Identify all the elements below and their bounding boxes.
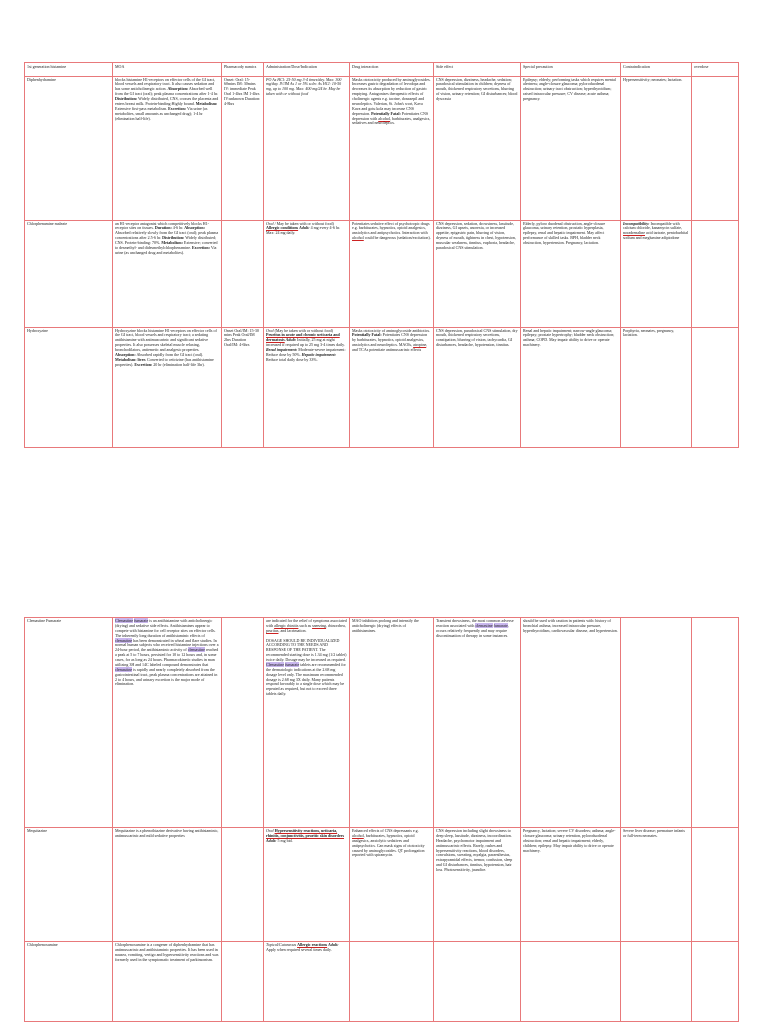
interaction-cell (350, 828, 434, 942)
text-segment: sneezing (312, 622, 327, 628)
text-segment: Pregnancy, lactation; severe CV disorders; asthma; angle-closure glaucoma; urinary retention, pyloroduodenal obstruction; renal and hepatic impairment; elderly, children; epilepsy. May impair ability to drive or operate machinery. (523, 828, 616, 853)
moa-cell (113, 220, 222, 327)
text-segment: Widely distributed; CNS. Protein-binding: 70%. (115, 235, 217, 245)
text-segment: Mequitazine is a phenothiazine derivative having antihistaminic, antimuscarinic and mild sedative properties (115, 828, 219, 838)
overdose-cell (692, 220, 739, 327)
pharmacodynamics-cell (222, 942, 264, 1022)
text-segment: MAO inhibitors prolong and intensify the anticholinergic (drying) effects of antihistamines. (352, 618, 419, 633)
text-segment: reached a peak at 5 to 7 hours, persisted for 10 to 12 hours and, in some cases, for as long as 24 hours. Pharmacokinetic studies in man utilizing 3H and 14C labeled compound demonstrates that (115, 647, 219, 667)
moa-cell (113, 76, 222, 220)
text-segment: is an antihistamine with anticholinergic (drying) and sedative side effects. Antihistamines appear to compete with histamine for cell receptor sites on effector cells. The inherently long duration of antihistaminic effects of (115, 618, 216, 638)
table-header-row (25, 63, 739, 77)
text-segment: , rhinorrhea, (326, 622, 346, 628)
side-effect-cell (434, 618, 521, 828)
interaction-cell (350, 327, 434, 447)
text-segment: fumarate (134, 618, 149, 623)
text-segment: Enhanced effects of CNS depressants e.g. (352, 828, 419, 833)
text-segment: fumarate (285, 661, 300, 667)
text-segment: Porphyria, neonates, pregnancy, lactation. (623, 327, 675, 338)
precaution-cell (521, 942, 621, 1022)
drug-table-bottom (24, 617, 739, 1022)
text-segment: clemastine (187, 647, 205, 653)
text-segment: Hypersensitivity; neonates; lactation. (623, 76, 683, 82)
table-row (25, 327, 739, 447)
text-segment: Via urine (as unchanged drug and metabolites). (115, 244, 217, 255)
text-segment: Hypersensitivity reactions, urticaria, rhinitis, conjunctivitis, pruritic skin disorders (266, 828, 345, 838)
text-segment: 20 hr (elimination half-life 3hr). (152, 361, 205, 367)
moa-cell (113, 828, 222, 942)
column-header: Contraindication (621, 63, 692, 77)
text-segment: alcohol (378, 115, 390, 121)
text-segment: Potentially Fatal: (371, 110, 401, 116)
moa-cell (113, 327, 222, 447)
text-segment: Potentiates CNS depression by barbiturates, hypnotics, opioid analgesics, anxiolytics and neuroleptics. MAOIs, (352, 332, 428, 348)
interaction-cell (350, 942, 434, 1022)
text-segment: Initially, 25 mg at night increased if required up to 25 mg 3-4 times daily. (266, 337, 345, 348)
text-segment: allergic rhinitis (274, 622, 299, 628)
text-segment: Potentiates sedative effect of psychotropic drugs e.g. barbiturates, hypnotics, opioid analgesics, anxiolytics and antipsychotics. Interaction with (352, 220, 430, 236)
text-segment: Adult: (266, 837, 277, 843)
pharmacodynamics-cell (222, 618, 264, 828)
text-segment: , occurs relatively frequently and may require discontinuation of therapy in some instances. (436, 622, 509, 638)
text-segment: Renal impairment: (266, 347, 298, 352)
text-segment: Distribution: (115, 96, 138, 101)
precaution-cell (521, 828, 621, 942)
text-segment: Masks ototoxicity produced by aminoglycosides. Increases gastric degradation of levodopa and decreases its absorption by reduction of gastric emptying. Antagonises therapeutic effects of cholinergic agents e.g. tacrine, donazepil and neuroleptics. Valerian, St. John's wort, Kava Kava and gotu kola may increase CNS depression. (352, 76, 431, 116)
text-segment: acid tartrate, pentobarbital sodium and meglumine adipiodone (623, 230, 689, 241)
text-segment: Topical/Cutaneous (266, 942, 297, 947)
drug-name-cell: Hydroxyzine (25, 327, 113, 447)
column-header: Administration/Dose/Indication (264, 63, 350, 77)
text-segment: could be dangerous (sedation/excitation). (363, 235, 431, 241)
side-effect-cell (434, 76, 521, 220)
text-segment: is rapidly and nearly completely absorbed from the gastrointestinal tract, peak plasma concentrations are attained in 2 to 4 hours, and urinary excretion is the major mode of elimination. (115, 666, 218, 687)
text-segment: Severe liver disease; premature infants or full-term neonates. (623, 828, 685, 838)
text-segment: Clemastine (266, 661, 284, 667)
text-segment: 5 mg bid. (276, 837, 293, 843)
pharmacodynamics-cell (222, 828, 264, 942)
text-segment: Potentially Fatal: (352, 332, 382, 338)
text-segment: should be used with caution in patients with: history of bronchial asthma, increased intraocular pressure, hyperthyroidism, cardiovascular disease, and hypertension. (523, 618, 618, 633)
text-segment: , and TCAs potentiate antimuscarinic effects (352, 342, 428, 352)
contraindication-cell (621, 76, 692, 220)
pharmacodynamics-cell (222, 327, 264, 447)
text-segment: Pruritus in acute and chronic urticaria and dermatosis (266, 332, 340, 343)
text-segment: Absorbed well from the GI tract (oral); peak plasma concentrations after 1-4 hr. (115, 86, 218, 97)
interaction-cell (350, 220, 434, 327)
text-segment: Absorption: (184, 225, 205, 231)
drug-name-cell: Chlorphenoxamine (25, 942, 113, 1022)
text-segment: an H1-receptor antagonist which competitively blocks H1-receptor sites on tissues. (115, 220, 209, 231)
text-segment: Onset: Oral: 15-60mins IM: 30mins IV: immediate Peak Oral 1-4hrs IM 1-4hrs IV:unknown Duration: 4-8hrs (224, 76, 261, 106)
text-segment: CNS depression including slight drowsiness to deep sleep, lassitude, dizziness, incoordination. Headache, psychomotor impairment and antimuscarinic effects. Rarely, rashes and hypersensitivity reactions, blood disorders, convulsions, sweating, myalgia, paraesthesias, extrapyramidal effects, tremor, confusion, sleep and GI disturbances, tinnitus, hypotension, hair loss. Photosensitivity, jaundice. (436, 828, 513, 872)
text-segment: Moderate-severe impairment: Reduce dose by 50%. (266, 347, 346, 357)
overdose-cell (692, 942, 739, 1022)
text-segment: CNS depression, sedation, drowsiness, lassitude, dizziness, GI upsets, anorexia, or increased appetite, epigastric pain, blurring of vision, dryness of mouth, tightness in chest, hypotension, muscular weakness, tinnitus, euphoria, headache, paradoxical CNS stimulation. (436, 220, 516, 250)
text-segment: atropine (413, 342, 427, 348)
pharmacodynamics-cell (222, 76, 264, 220)
text-segment: Onset Oral/IM: 15-30 mins Peak Oral/IM 2hrs Duration Oral/IM: 4-6hrs (224, 327, 259, 348)
text-segment: has been demonstrated in wheal and flare studies. In normal human subjects who received histamine injections over a 24-hour period, the antihistaminic activity of (115, 637, 219, 653)
contraindication-cell (621, 327, 692, 447)
text-segment: alcohol (352, 832, 364, 838)
table-row (25, 828, 739, 942)
side-effect-cell (434, 828, 521, 942)
text-segment: Metabolism: (161, 240, 183, 245)
drug-table-top (24, 62, 739, 448)
text-segment: Oral (266, 220, 274, 226)
text-segment: Epilepsy; elderly; performing tasks which requires mental alertness; angle-closure glaucoma; pyloroduodenal obstruction; urinary tract obstruction; hyperthyroidism; raised intraocular pressure; CV disease; acute asthma; pregnancy. (523, 76, 616, 101)
text-segment: Hepatic impairment: (301, 351, 337, 357)
precaution-cell (521, 327, 621, 447)
column-header: Side effect (434, 63, 521, 77)
text-segment: Distribution: (162, 235, 185, 241)
text-segment: clemastine (115, 666, 133, 672)
text-segment: Adult: (299, 225, 310, 231)
text-segment: CNS depression, dizziness, headache, sedation; paradoxical stimulation in children; dryness of mouth, thickened respiratory secretions, blurring of vision, urinary retention; GI disturbances; blood dyscrasia (436, 76, 518, 101)
text-segment: Extensive first-pass metabolism. (115, 105, 169, 111)
dose-cell (264, 942, 350, 1022)
table-row (25, 618, 739, 828)
overdose-cell (692, 76, 739, 220)
text-segment: Excretion: (168, 105, 187, 111)
text-segment: Potentiates CNS depression with (352, 110, 429, 121)
text-segment: Renal and hepatic impairment; narrow-angle glaucoma; epilepsy; prostate hypertrophy; bladder neck obstruction; asthma; COPD. May impair ability to drive or operate machinery. (523, 327, 615, 348)
text-segment: 4 mg every 4-6 hr. Max: 24 mg daily. (266, 225, 340, 236)
pharmacodynamics-cell (222, 220, 264, 327)
text-segment: Absorbed relatively slowly from the GI tract (oral); peak plasma concentrations after 2.5-6 hr. (115, 230, 219, 241)
contraindication-cell (621, 618, 692, 828)
text-segment: Masks ototoxicity of aminoglycoside antibiotics. (352, 327, 431, 333)
contraindication-cell (621, 220, 692, 327)
text-segment: Adult: (285, 337, 297, 343)
text-segment: / May be taken with or without food) (273, 220, 334, 226)
text-segment: Via urine (as metabolites, small amounts as unchanged drug); 1-4 hr (elimination half-life). (115, 105, 208, 121)
text-segment: Clemastine (115, 618, 133, 623)
table-row (25, 76, 739, 220)
text-segment: tablets are recommended for the dermatologic indications at the 2.68 mg dosage level only. The maximum recommended dosage is 2.68 mg 3X daily. Many patients respond favorably to a single dose which may be repeated as required, but not to exceed three tablets daily. (266, 661, 346, 697)
table-row (25, 220, 739, 327)
text-segment: Converted to cetirizine (has antihistamine properties). (115, 356, 214, 367)
column-header: Special precaution (521, 63, 621, 77)
drug-name-cell: Diphenhydramine (25, 76, 113, 220)
overdose-cell (692, 828, 739, 942)
text-segment: CNS depression, paradoxical CNS stimulation, dry mouth, thickened respiratory secretions, constipation, blurring of vision, tachycardia, GI disturbances, headache, hypotension, tinnitus. (436, 327, 518, 348)
text-segment: Apply when required several times daily. (266, 946, 332, 952)
text-segment: Adult: (328, 942, 339, 947)
dose-cell (264, 220, 350, 327)
text-segment: Chlorphenoxamine is a congener of diphenhydramine that has antimuscarinic and antihistaminic properties. It has been used in nausea, vomiting, vertigo and hypersensitivity reactions and was formerly used in the symptomatic treatment of parkinsonism. (115, 942, 219, 962)
text-segment: Extensive; converted to desmethyl- and didesmethylchlorphenamine. (115, 240, 218, 250)
text-segment: Widely distributed, CNS, crosses the placenta and enters breast milk. Protein-binding:Highly bound. (115, 96, 219, 106)
column-header: 1st generation histamine (25, 63, 113, 77)
text-segment: noradrenaline (623, 230, 645, 236)
dose-cell (264, 76, 350, 220)
text-segment: such as (298, 622, 313, 628)
text-segment: Absorption: (167, 86, 189, 92)
table-row (25, 942, 739, 1022)
text-segment: (May be taken with or without food) (273, 327, 333, 333)
text-segment: Allergic reactions (297, 942, 328, 947)
text-segment: blocks histamine H1-receptors on effector cells of the GI tract, blood vessels and respiratory tract. It also causes sedation and has some anticholinergic action. (115, 76, 216, 92)
text-segment: Incompatibility: (623, 220, 650, 226)
contraindication-cell (621, 828, 692, 942)
drug-name-cell: Mequitazine (25, 828, 113, 942)
text-segment: Hydroxyzine blocks histamine H1-receptors on effector cells of the GI tract, blood vessels and respiratory tract; a sedating antihistamine with antimuscarinic and significant sedative properties. It also possesses skeletal muscle relaxing, bronchodilators, antiemetic and analgesic properties. (115, 327, 217, 352)
interaction-cell (350, 618, 434, 828)
text-segment: Excretion: (191, 244, 210, 250)
text-segment: clemastine (115, 637, 133, 643)
column-header: Drug interaction (350, 63, 434, 77)
text-segment: Oral (266, 327, 274, 333)
drug-name-cell: Chlorphenamine maleate (25, 220, 113, 327)
text-segment: PO As HCl: 25-50 mg 3-4 times/day. Max: 300 mg/day. IV/IM As 1 or 5% soln: As HCl: 10-50 mg, up to 100 mg. Max: 400 mg/24 hr. May be taken with or without food (266, 76, 342, 97)
side-effect-cell (434, 327, 521, 447)
text-segment: Metabolism: liver. (115, 356, 146, 362)
text-segment: , barbiturates, hypnotics, opioid analgesics, anxiolytic sedatives and antipsychotics. Can mask signs of ototoxicity caused by aminoglycosides. QT prolongation reported with spiramycin. (352, 832, 425, 858)
precaution-cell (521, 76, 621, 220)
column-header: MOA (113, 63, 222, 77)
text-segment: 4-6 hr. (171, 225, 185, 231)
text-segment: , and lacrimation. (278, 627, 307, 633)
column-header: overdose (692, 63, 739, 77)
text-segment: are indicated for the relief of symptoms associated with (266, 618, 347, 628)
text-segment: alcohol (352, 235, 364, 241)
text-segment: Transient drowsiness, the most common adverse reaction associated with (436, 618, 514, 628)
text-segment: Allergic conditions (266, 225, 299, 231)
text-segment: Elderly, pyloro duodenal obstruction, angle-closure glaucoma, urinary retention, prostatic hyperplasia, epilepsy, renal and hepatic impairment. May affect performance of skilled tasks. BPH, bladder neck obstruction, hypertension. Pregnancy, lactation. (523, 220, 606, 245)
column-header: Pharmacody namics (222, 63, 264, 77)
interaction-cell (350, 76, 434, 220)
text-segment: DOSAGE SHOULD BE INDIVIDUALIZED ACCORDING TO THE NEEDS AND RESPONSE OF THE PATIENT. The recommended starting dose is 1.34 mg (1/2 tablet) twice daily. Dosage may be increased as required. (266, 637, 347, 662)
precaution-cell (521, 618, 621, 828)
overdose-cell (692, 618, 739, 828)
text-segment: pruritus (266, 627, 279, 633)
dose-cell (264, 828, 350, 942)
dose-cell (264, 618, 350, 828)
dose-cell (264, 327, 350, 447)
overdose-cell (692, 327, 739, 447)
text-segment: Incompatible with calcium chloride, kanamycin sulfate, (623, 220, 682, 231)
text-segment: Oral (266, 828, 274, 833)
text-segment: , barbiturates, analgesics, sedatives and neuroleptics. (352, 115, 431, 126)
text-segment: Reduce total daily dose by 33%. (266, 356, 318, 362)
text-segment: Absorbed rapidly from the GI tract (oral). (135, 351, 204, 357)
moa-cell (113, 618, 222, 828)
text-segment: Excretion: (134, 361, 153, 367)
side-effect-cell (434, 942, 521, 1022)
contraindication-cell (621, 942, 692, 1022)
drug-name-cell: Clemastine Fumarate (25, 618, 113, 828)
text-segment: fumarate (493, 622, 508, 628)
precaution-cell (521, 220, 621, 327)
moa-cell (113, 942, 222, 1022)
text-segment: clemastine (475, 622, 493, 628)
text-segment: Duration: (154, 225, 172, 231)
text-segment: Absorption: (115, 351, 136, 357)
text-segment: Metabolism: (195, 100, 218, 106)
side-effect-cell (434, 220, 521, 327)
